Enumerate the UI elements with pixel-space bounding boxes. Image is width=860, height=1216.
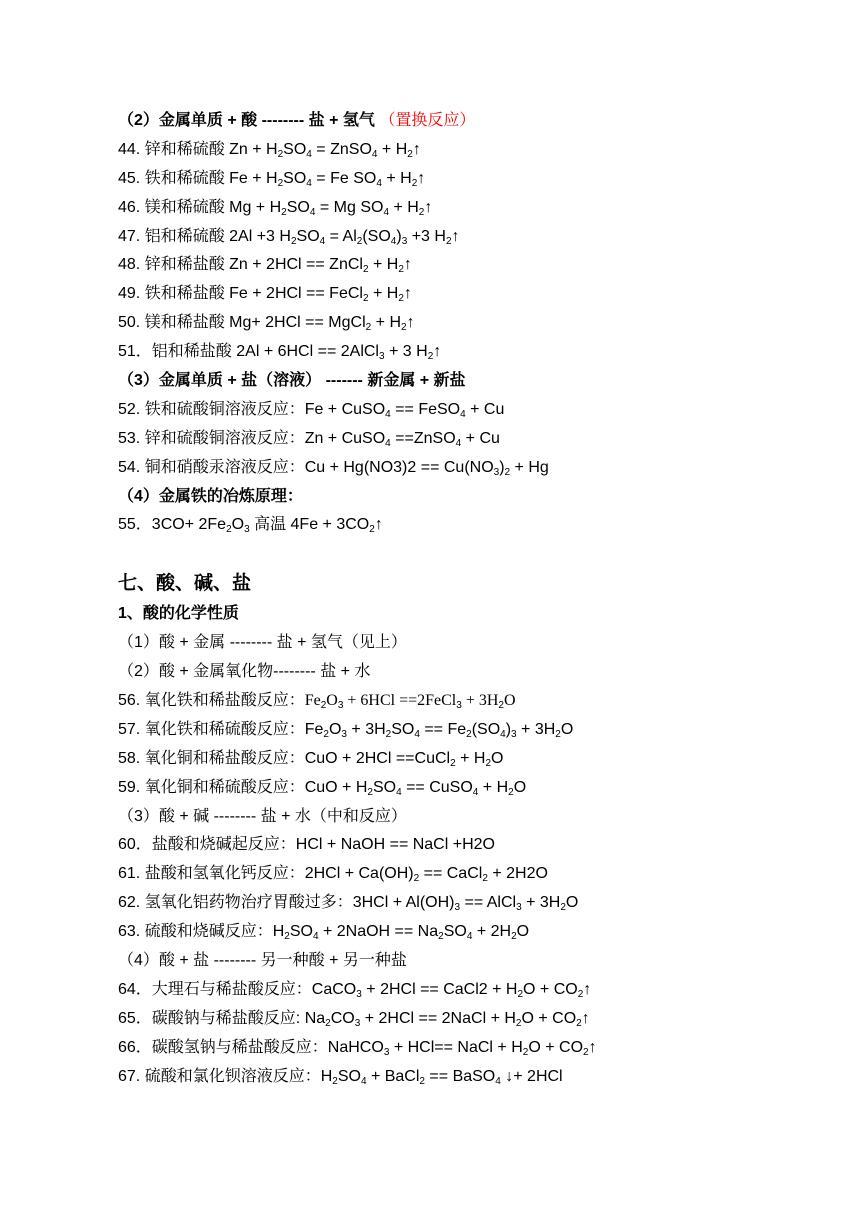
text-run: O	[513, 778, 527, 796]
text-line	[118, 309, 818, 338]
document-body	[118, 107, 818, 1092]
text-run: = Fe SO	[311, 169, 377, 187]
subscript: 4	[371, 148, 378, 160]
subscript: 3	[454, 902, 461, 914]
text-line	[118, 251, 818, 280]
text-run: + Cu	[461, 429, 500, 447]
text-run: ↑	[417, 169, 426, 187]
text-run: 55．3CO+ 2Fe	[118, 516, 227, 534]
subscript: 2	[323, 728, 329, 740]
text-run: 53. 锌和硫酸铜溶液反应：Zn + CuSO	[118, 429, 386, 447]
text-run: + Hg	[510, 458, 549, 476]
text-line	[118, 165, 818, 194]
subscript: 2	[226, 524, 232, 536]
reaction-type-note: （置换反应）	[379, 112, 476, 129]
subscript: 4	[306, 148, 312, 160]
text-run: == CuSO	[401, 778, 473, 796]
text-line	[118, 774, 818, 803]
text-run: + Cu	[465, 400, 505, 418]
text-run: ↓+ 2HCl	[500, 1067, 563, 1085]
text-run: SO	[286, 198, 310, 216]
text-run: SO	[289, 923, 313, 941]
text-run: 56. 氧化铁和稀盐酸反应：	[118, 692, 305, 710]
text-run: + H	[371, 314, 401, 332]
text-line	[118, 629, 818, 658]
subscript: 4	[319, 235, 326, 247]
text-run: + H	[381, 169, 412, 187]
text-run: O	[503, 692, 516, 710]
text-run: O	[565, 894, 579, 912]
text-run: （3）金属单质 + 盐（溶液） ------- 新金属 + 新盐	[118, 372, 466, 390]
text-run: 51．铝和稀盐酸 2Al + 6HCl == 2AlCl	[118, 343, 379, 361]
text-run: + 3H	[521, 894, 561, 912]
subscript: 2	[365, 322, 372, 334]
text-run: )	[505, 720, 512, 738]
subscript: 2	[367, 786, 373, 798]
subscript: 2	[401, 322, 407, 334]
text-run: SO	[443, 923, 467, 941]
text-run: （3）酸 + 碱 -------- 盐 + 水（中和反应）	[118, 807, 407, 825]
text-run: 48. 锌和稀盐酸 Zn + 2HCl == ZnCl	[118, 256, 363, 274]
subscript: 2	[418, 206, 425, 218]
text-run: SO	[296, 227, 320, 245]
subscript: 4	[309, 206, 316, 218]
text-run: O	[326, 692, 338, 710]
subscript: 2	[508, 786, 514, 798]
text-run: == AlCl	[460, 894, 517, 912]
subscript: 2	[482, 873, 488, 885]
text-run: (SO	[362, 227, 391, 245]
subscript: 4	[385, 408, 391, 420]
subscript: 4	[385, 437, 391, 449]
subscript: 2	[555, 728, 561, 740]
subscript: 4	[466, 931, 473, 943]
text-line	[118, 1034, 818, 1063]
subscript: 2	[277, 148, 284, 160]
text-run: + H	[368, 285, 399, 303]
subscript: 3	[516, 902, 522, 914]
subscript: 4	[460, 408, 466, 420]
text-run: O	[491, 749, 504, 767]
text-run: ↑	[581, 1009, 590, 1027]
subscript: 4	[383, 206, 389, 218]
text-run: O	[516, 923, 530, 941]
subscript: 2	[511, 931, 517, 943]
subscript: 3	[378, 351, 385, 363]
text-run: ↑	[451, 227, 460, 245]
subscript: 4	[312, 931, 319, 943]
subscript: 2	[290, 235, 297, 247]
text-run: CO	[330, 1009, 355, 1027]
text-run: 50. 镁和稀盐酸 Mg+ 2HCl == MgCl	[118, 314, 366, 332]
text-run: O	[560, 720, 574, 738]
subscript: 2	[485, 757, 492, 769]
text-line	[118, 194, 818, 223]
text-run: 高温 4Fe + 3CO	[249, 516, 370, 534]
text-run: ↑	[424, 198, 433, 216]
section-subheading	[118, 367, 818, 396]
text-line	[118, 396, 818, 425]
subscript: 3	[456, 700, 462, 712]
text-run: 64．大理石与稀盐酸反应：CaCO	[118, 980, 357, 998]
subscript: 4	[455, 437, 462, 449]
text-run: + H	[478, 778, 509, 796]
text-run: SO	[337, 1067, 361, 1085]
text-run: + H	[368, 256, 399, 274]
text-run: = ZnSO	[311, 140, 372, 158]
text-run: O	[328, 720, 342, 738]
text-run: + 2H2O	[487, 865, 548, 883]
text-run: O + CO	[528, 1038, 584, 1056]
subscript: 2	[419, 1075, 425, 1087]
subscript: 2	[427, 351, 434, 363]
text-run: SO	[372, 778, 397, 796]
text-run: + 3H	[461, 692, 499, 710]
subscript: 2	[369, 524, 375, 536]
text-run: = Al	[325, 227, 357, 245]
text-run: SO	[391, 720, 415, 738]
subscript: 2	[284, 931, 290, 943]
text-run: + H	[389, 198, 419, 216]
subscript: 2	[332, 1075, 338, 1087]
text-line	[118, 511, 818, 540]
text-run: 65．碳酸钠与稀盐酸反应: Na	[118, 1009, 326, 1027]
subscript: 2	[498, 700, 504, 712]
text-run: + 2NaOH == Na	[318, 923, 439, 941]
text-run: + BaCl	[366, 1067, 420, 1085]
subscript: 2	[450, 757, 456, 769]
text-run: 62. 氢氧化铝药物治疗胃酸过多：3HCl + Al(OH)	[118, 894, 455, 912]
subscript: 4	[472, 786, 479, 798]
text-run: O + CO	[523, 980, 578, 998]
text-run: SO	[283, 140, 307, 158]
text-run: （2）金属单质 + 酸 -------- 盐 + 氢气	[118, 112, 380, 129]
text-run: ↑	[412, 140, 421, 158]
text-run: ↑	[374, 516, 383, 534]
subscript: 2	[325, 1017, 331, 1029]
text-run: 44. 锌和稀硫酸 Zn + H	[118, 140, 278, 158]
section-subheading	[118, 483, 818, 512]
section-heading	[118, 568, 818, 600]
text-run: 60．盐酸和烧碱起反应：HCl + NaOH == NaCl +H2O	[118, 836, 495, 854]
text-run: 63. 硫酸和烧碱反应：H	[118, 923, 285, 941]
subscript: 2	[277, 177, 284, 189]
text-run: == FeSO	[390, 400, 461, 418]
text-line	[118, 716, 818, 745]
subscript: 4	[414, 728, 420, 740]
section-subheading	[118, 600, 818, 629]
subscript: 3	[401, 235, 408, 247]
text-run: + 3 H	[384, 343, 428, 361]
subscript: 2	[320, 700, 327, 712]
text-run: 59. 氧化铜和稀硫酸反应：CuO + H	[118, 778, 368, 796]
text-line	[118, 976, 818, 1005]
text-run: + H	[455, 749, 486, 767]
subscript: 2	[576, 1017, 582, 1029]
text-run: == BaSO	[424, 1067, 496, 1085]
subscript: 3	[511, 728, 517, 740]
text-line	[118, 136, 818, 165]
text-run: ↑	[406, 314, 415, 332]
text-line	[118, 658, 818, 687]
text-line	[118, 947, 818, 976]
subscript: 3	[337, 700, 344, 712]
text-run: （2）酸 + 金属氧化物-------- 盐 + 水	[118, 663, 371, 681]
text-run: 66．碳酸氢钠与稀盐酸反应：NaHCO	[118, 1038, 384, 1056]
text-line	[118, 803, 818, 832]
text-line	[118, 425, 818, 454]
subscript: 2	[356, 235, 363, 247]
text-line	[118, 223, 818, 252]
text-run: 47. 铝和稀硫酸 2Al +3 H	[118, 227, 291, 245]
text-run: （4）金属铁的冶炼原理：	[118, 487, 303, 505]
subscript: 4	[396, 786, 402, 798]
subscript: 3	[354, 1017, 361, 1029]
text-run: = Mg SO	[315, 198, 384, 216]
text-run: （1）酸 + 金属 -------- 盐 + 氢气（见上）	[118, 634, 407, 652]
subscript: 3	[383, 1046, 390, 1058]
text-line	[118, 454, 818, 483]
subscript: 4	[390, 235, 397, 247]
text-run: == Fe	[419, 720, 467, 738]
text-line	[118, 280, 818, 309]
text-run: Fe	[304, 692, 321, 710]
subscript: 2	[362, 264, 369, 276]
subscript: 4	[360, 1075, 367, 1087]
text-run: + 2H	[472, 923, 512, 941]
subscript: 2	[517, 988, 524, 1000]
text-run: + H	[377, 140, 408, 158]
text-run: O + CO	[521, 1009, 577, 1027]
subscript: 4	[495, 1075, 501, 1087]
subscript: 2	[362, 293, 369, 305]
subscript: 2	[583, 1046, 589, 1058]
subscript: 2	[515, 1017, 522, 1029]
text-run: == CaCl	[419, 865, 483, 883]
text-run: SO	[283, 169, 307, 187]
section-subheading	[118, 107, 818, 136]
subscript: 2	[522, 1046, 529, 1058]
subscript: 2	[407, 148, 413, 160]
text-run: (SO	[471, 720, 501, 738]
text-run: 45. 铁和稀硫酸 Fe + H	[118, 169, 278, 187]
text-run: + 3H	[346, 720, 386, 738]
text-line	[118, 860, 818, 889]
subscript: 2	[438, 931, 444, 943]
subscript: 2	[413, 873, 420, 885]
text-run: ↑	[583, 980, 592, 998]
text-run: + 2HCl == CaCl2 + H	[361, 980, 518, 998]
text-run: 七、酸、碱、盐	[118, 573, 252, 595]
subscript: 4	[500, 728, 506, 740]
subscript: 2	[577, 988, 584, 1000]
text-run: 58. 氧化铜和稀盐酸反应：CuO + 2HCl ==CuCl	[118, 749, 451, 767]
text-run: + 3H	[516, 720, 556, 738]
subscript: 2	[560, 902, 566, 914]
text-run: +3 H	[407, 227, 446, 245]
text-line	[118, 889, 818, 918]
text-run: 67. 硫酸和氯化钡溶液反应：H	[118, 1067, 333, 1085]
spacer	[118, 540, 818, 568]
subscript: 2	[504, 466, 511, 478]
text-run: )	[499, 458, 505, 476]
subscript: 2	[385, 728, 392, 740]
text-run: 54. 铜和硝酸汞溶液反应：Cu + Hg(NO3)2 == Cu(NO	[118, 458, 494, 476]
text-run: )	[396, 227, 402, 245]
text-line	[118, 338, 818, 367]
subscript: 2	[398, 264, 404, 276]
subscript: 2	[281, 206, 287, 218]
text-run: 52. 铁和硫酸铜溶液反应：Fe + CuSO	[118, 400, 386, 418]
text-run: + 2HCl == 2NaCl + H	[360, 1009, 516, 1027]
text-run: 49. 铁和稀盐酸 Fe + 2HCl == FeCl	[118, 285, 363, 303]
subscript: 4	[306, 177, 312, 189]
subscript: 2	[411, 177, 418, 189]
text-run: ==ZnSO	[390, 429, 456, 447]
text-run: + 6HCl ==2FeCl	[343, 692, 457, 710]
text-run: ↑	[588, 1038, 597, 1056]
text-line	[118, 745, 818, 774]
subscript: 2	[398, 293, 404, 305]
text-run: ↑	[403, 256, 412, 274]
text-line	[118, 831, 818, 860]
text-line	[118, 687, 818, 716]
text-run: ↑	[433, 343, 442, 361]
text-run: 61. 盐酸和氢氧化钙反应：2HCl + Ca(OH)	[118, 865, 414, 883]
text-line	[118, 918, 818, 947]
text-run: 57. 氧化铁和稀硫酸反应：Fe	[118, 720, 324, 738]
text-run: （4）酸 + 盐 -------- 另一种酸 + 另一种盐	[118, 952, 407, 970]
text-run: 46. 镁和稀硫酸 Mg + H	[118, 198, 282, 216]
subscript: 4	[376, 177, 382, 189]
text-run: 1、酸的化学性质	[118, 605, 239, 623]
subscript: 3	[356, 988, 362, 1000]
subscript: 3	[244, 524, 250, 536]
subscript: 2	[466, 728, 472, 740]
subscript: 3	[341, 728, 347, 740]
text-run: O	[231, 516, 245, 534]
text-line	[118, 1005, 818, 1034]
text-run: ↑	[403, 285, 412, 303]
text-run: + HCl== NaCl + H	[389, 1038, 523, 1056]
subscript: 2	[445, 235, 452, 247]
subscript: 3	[493, 466, 500, 478]
text-line	[118, 1063, 818, 1092]
